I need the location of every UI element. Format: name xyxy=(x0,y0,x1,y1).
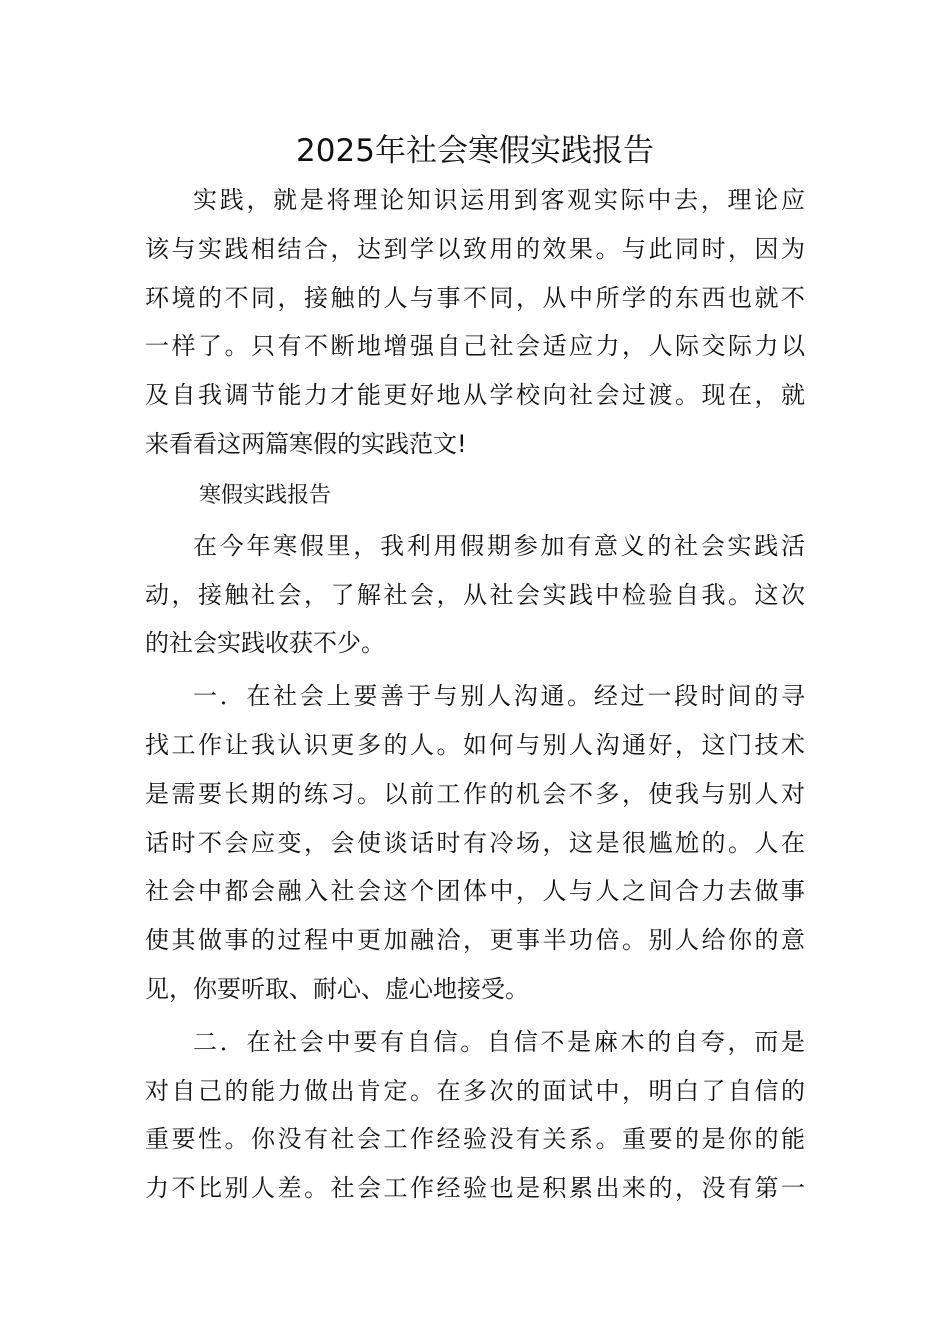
document-body xyxy=(145,176,805,1213)
section-heading: 寒假实践报告 xyxy=(199,482,332,508)
text-line: 力不比别人差。社会工作经验也是积累出来的，没有第一 xyxy=(145,1174,805,1203)
text-line: 对自己的能力做出肯定。在多次的面试中，明白了自信的 xyxy=(145,1076,805,1105)
paragraph-1 xyxy=(145,522,805,668)
text-line: 使其做事的过程中更加融洽，更事半功倍。别人给你的意 xyxy=(145,926,805,955)
text-line: 及自我调节能力才能更好地从学校向社会过渡。现在，就 xyxy=(145,381,805,410)
text-line: 重要性。你没有社会工作经验没有关系。重要的是你的能 xyxy=(145,1125,805,1154)
text-line: 在今年寒假里，我利用假期参加有意义的社会实践活 xyxy=(193,531,805,560)
text-line: 是需要长期的练习。以前工作的机会不多，使我与别人对 xyxy=(145,779,805,808)
text-line: 一．在社会上要善于与别人沟通。经过一段时间的寻 xyxy=(193,682,805,711)
text-line: 的社会实践收获不少。 xyxy=(145,629,385,658)
text-line: 二．在社会中要有自信。自信不是麻木的自夸，而是 xyxy=(193,1027,805,1056)
paragraph-2 xyxy=(145,672,805,1014)
text-line: 社会中都会融入社会这个团体中，人与人之间合力去做事 xyxy=(145,877,805,906)
text-line: 实践，就是将理论知识运用到客观实际中去，理论应 xyxy=(193,186,805,214)
intro-paragraph xyxy=(145,176,805,469)
text-line: 环境的不同，接触的人与事不同，从中所学的东西也就不 xyxy=(145,283,805,312)
text-line: 话时不会应变，会使谈话时有冷场，这是很尴尬的。人在 xyxy=(145,828,805,857)
text-line: 该与实践相结合，达到学以致用的效果。与此同时，因为 xyxy=(145,234,805,263)
text-line: 见，你要听取、耐心、虚心地接受。 xyxy=(145,974,529,1003)
document-title: 2025年社会寒假实践报告 xyxy=(296,133,654,169)
text-line: 动，接触社会，了解社会，从社会实践中检验自我。这次 xyxy=(145,580,805,609)
text-line: 找工作让我认识更多的人。如何与别人沟通好，这门技术 xyxy=(145,730,805,759)
text-line: 来看看这两篇寒假的实践范文! xyxy=(145,429,467,458)
paragraph-3 xyxy=(145,1018,805,1213)
text-line: 一样了。只有不断地增强自己社会适应力，人际交际力以 xyxy=(145,332,805,361)
